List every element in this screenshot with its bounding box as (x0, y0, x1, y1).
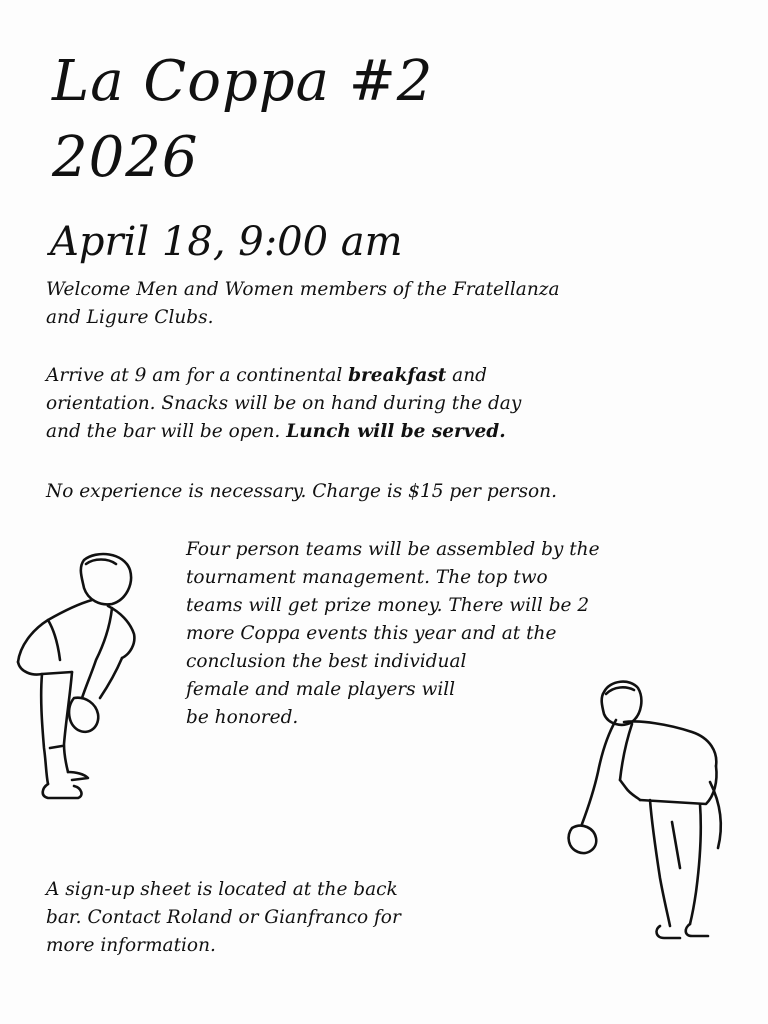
page-title (52, 44, 433, 196)
teams-line: tournament management. The top two (186, 567, 548, 588)
signup-line: A sign-up sheet is located at the back (46, 879, 398, 900)
teams-line: teams will get prize money. There will be 2 (186, 595, 590, 616)
welcome-line-1: Welcome Men and Women members of the Fratellanza (46, 279, 560, 300)
signup-line: more information. (46, 935, 216, 956)
teams-line: conclusion the best individual (186, 651, 467, 672)
breakfast-emphasis: breakfast (348, 365, 447, 386)
welcome-line-2: and Ligure Clubs. (46, 307, 214, 328)
bocce-player-bending-illustration (560, 672, 740, 952)
arrival-line-3: and the bar will be open. Lunch will be served. (46, 421, 506, 442)
signup-paragraph (46, 876, 536, 960)
arrival-paragraph (46, 362, 736, 446)
experience-paragraph: No experience is necessary. Charge is $15 per person. (46, 481, 557, 502)
arrival-line-2: orientation. Snacks will be on hand during the day (46, 393, 522, 414)
teams-line: be honored. (186, 707, 299, 728)
signup-line: bar. Contact Roland or Gianfranco for (46, 907, 401, 928)
teams-line: more Coppa events this year and at the (186, 623, 557, 644)
bocce-player-crouching-illustration (12, 548, 152, 808)
event-date: April 18, 9:00 am (50, 219, 403, 265)
title-line-2: 2026 (52, 125, 199, 190)
title-line-1: La Coppa #2 (52, 49, 434, 114)
teams-line: female and male players will (186, 679, 456, 700)
lunch-emphasis: Lunch will be served. (286, 421, 506, 442)
teams-line: Four person teams will be assembled by the (186, 539, 600, 560)
welcome-paragraph (46, 276, 736, 332)
arrival-line-1: Arrive at 9 am for a continental breakfast and (46, 365, 487, 386)
